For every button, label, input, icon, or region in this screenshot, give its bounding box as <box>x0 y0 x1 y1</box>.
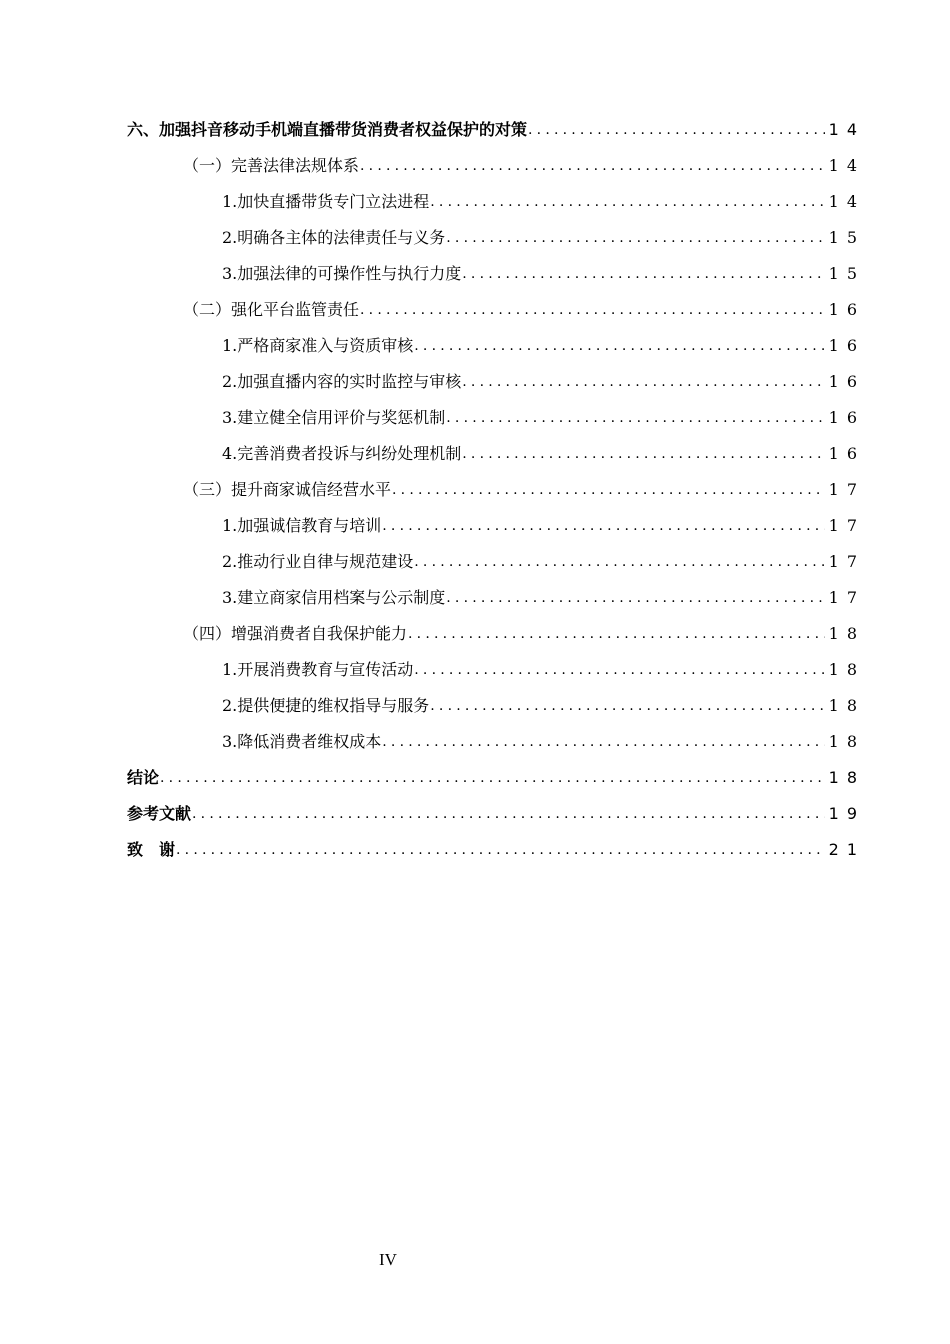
toc-entry[interactable] <box>127 832 865 868</box>
toc-entry-title: 2.提供便捷的维权指导与服务 <box>222 696 430 715</box>
toc-entry[interactable] <box>127 472 865 508</box>
toc-entry[interactable] <box>127 400 865 436</box>
toc-entry-title: 4.完善消费者投诉与纠纷处理机制 <box>222 444 462 463</box>
toc-dot-leader <box>430 184 824 220</box>
toc-entry-title: （三）提升商家诚信经营水平 <box>183 480 392 499</box>
toc-entry-title: 3.建立健全信用评价与奖惩机制 <box>222 408 446 427</box>
toc-entry[interactable] <box>127 652 865 688</box>
page-number-footer: IV <box>379 1250 397 1269</box>
toc-entry[interactable] <box>127 328 865 364</box>
toc-entry[interactable] <box>127 580 865 616</box>
toc-dot-leader <box>414 652 824 688</box>
toc-entry[interactable] <box>127 148 865 184</box>
toc-entry[interactable] <box>127 544 865 580</box>
toc-entry-title: 3.建立商家信用档案与公示制度 <box>222 588 446 607</box>
toc-entry-title: 2.明确各主体的法律责任与义务 <box>222 228 446 247</box>
toc-dot-leader <box>192 796 825 832</box>
toc-entry-title: （一）完善法律法规体系 <box>183 156 360 175</box>
toc-dot-leader <box>462 364 824 400</box>
toc-entry[interactable] <box>127 796 865 832</box>
toc-dot-leader <box>408 616 825 652</box>
toc-entry-title: 2.加强直播内容的实时监控与审核 <box>222 372 462 391</box>
toc-dot-leader <box>446 220 824 256</box>
toc-entry-page-number: 16 <box>828 444 865 463</box>
toc-entry-page-number: 14 <box>828 156 865 175</box>
toc-entry-title: （二）强化平台监管责任 <box>183 300 360 319</box>
toc-dot-leader <box>414 328 824 364</box>
toc-dot-leader <box>360 292 825 328</box>
toc-entry-title: 六、加强抖音移动手机端直播带货消费者权益保护的对策 <box>127 120 528 139</box>
toc-entry[interactable] <box>127 220 865 256</box>
toc-entry-title: （四）增强消费者自我保护能力 <box>183 624 408 643</box>
toc-entry-page-number: 17 <box>828 552 865 571</box>
toc-entry[interactable] <box>127 616 865 652</box>
toc-entry-page-number: 14 <box>828 120 865 139</box>
toc-entry-page-number: 16 <box>828 372 865 391</box>
toc-entry[interactable] <box>127 724 865 760</box>
toc-entry-page-number: 17 <box>828 480 865 499</box>
toc-dot-leader <box>414 544 824 580</box>
toc-entry-page-number: 16 <box>828 300 865 319</box>
toc-entry-title: 1.严格商家准入与资质审核 <box>222 336 414 355</box>
toc-entry-page-number: 16 <box>828 336 865 355</box>
toc-entry-title: 3.降低消费者维权成本 <box>222 732 382 751</box>
toc-entry-title: 1.加快直播带货专门立法进程 <box>222 192 430 211</box>
toc-dot-leader <box>528 112 825 148</box>
toc-dot-leader <box>462 256 824 292</box>
toc-entry[interactable] <box>127 760 865 796</box>
toc-dot-leader <box>382 508 824 544</box>
toc-entry[interactable] <box>127 688 865 724</box>
toc-entry-title: 2.推动行业自律与规范建设 <box>222 552 414 571</box>
toc-dot-leader <box>446 400 824 436</box>
toc-entry-title: 3.加强法律的可操作性与执行力度 <box>222 264 462 283</box>
toc-entry-title: 致 谢 <box>127 840 176 859</box>
toc-dot-leader <box>382 724 824 760</box>
toc-dot-leader <box>462 436 824 472</box>
toc-dot-leader <box>430 688 824 724</box>
toc-entry-page-number: 18 <box>828 624 865 643</box>
toc-entry[interactable] <box>127 508 865 544</box>
toc-entry-title: 参考文献 <box>127 804 192 823</box>
toc-entry[interactable] <box>127 364 865 400</box>
toc-dot-leader <box>160 760 825 796</box>
toc-entry-page-number: 18 <box>828 696 865 715</box>
toc-entry-page-number: 18 <box>828 732 865 751</box>
toc-entry-page-number: 18 <box>828 768 865 787</box>
toc-dot-leader <box>392 472 825 508</box>
toc-entry-page-number: 17 <box>828 516 865 535</box>
toc-entry-page-number: 15 <box>828 264 865 283</box>
toc-entry-page-number: 17 <box>828 588 865 607</box>
toc-entry[interactable] <box>127 436 865 472</box>
toc-dot-leader <box>176 832 825 868</box>
toc-entry-page-number: 14 <box>828 192 865 211</box>
toc-entry[interactable] <box>127 292 865 328</box>
toc-entry[interactable] <box>127 112 865 148</box>
toc-entry[interactable] <box>127 184 865 220</box>
toc-entry-title: 1.加强诚信教育与培训 <box>222 516 382 535</box>
toc-entry-page-number: 16 <box>828 408 865 427</box>
toc-entry-page-number: 15 <box>828 228 865 247</box>
toc-dot-leader <box>360 148 825 184</box>
toc-entry-page-number: 21 <box>828 840 865 859</box>
toc-entry[interactable] <box>127 256 865 292</box>
table-of-contents <box>127 112 865 868</box>
toc-entry-title: 1.开展消费教育与宣传活动 <box>222 660 414 679</box>
toc-entry-page-number: 19 <box>828 804 865 823</box>
toc-dot-leader <box>446 580 824 616</box>
toc-entry-page-number: 18 <box>828 660 865 679</box>
toc-entry-title: 结论 <box>127 768 160 787</box>
